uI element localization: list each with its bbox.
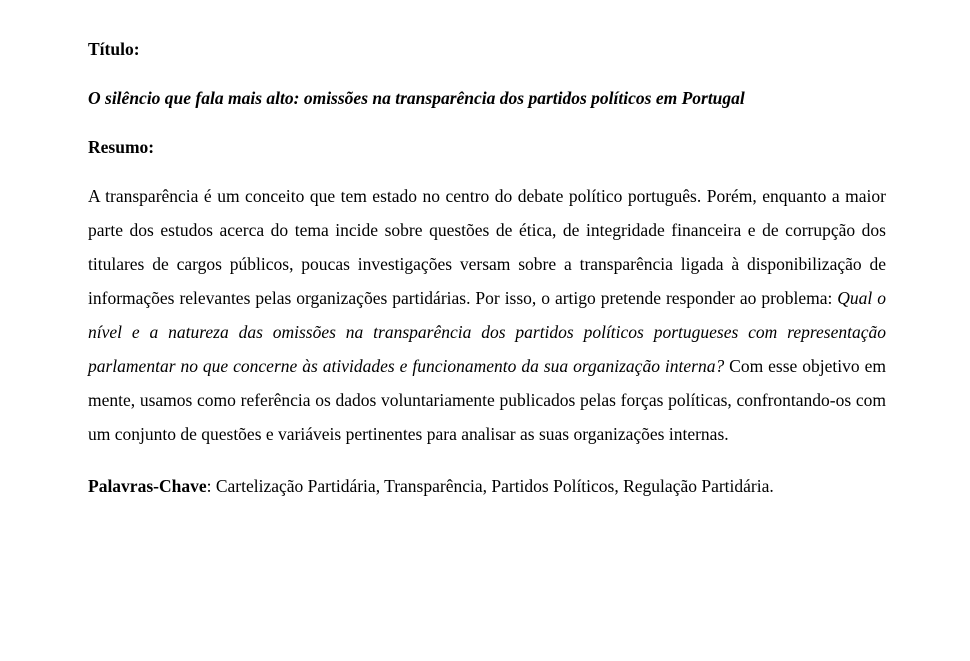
abstract-paragraph bbox=[88, 179, 886, 451]
keywords-line bbox=[88, 469, 886, 503]
document-title: O silêncio que fala mais alto: omissões na transparência dos partidos políticos em Portugal bbox=[88, 88, 745, 108]
keywords-list: : Cartelização Partidária, Transparência, Partidos Políticos, Regulação Partidária. bbox=[206, 476, 774, 496]
title-section-label: Título: bbox=[88, 39, 140, 59]
abstract-segment-normal-1: A transparência é um conceito que tem estado no centro do debate político português. Porém, enquanto a maior parte dos estudos acerca do tema incide sobre questões de ética, de integridade financeira e de corrupção dos titulares de cargos públicos, poucas investigações versam sobre a transparência ligada à disponibilização de informações relevantes pelas organizações partidárias. Por isso, o artigo pretende responder ao problema: bbox=[88, 186, 886, 308]
abstract-segment-normal-2: Com esse objetivo em mente, usamos como referência os dados voluntariamente publicados pelas forças políticas, confrontando-os com um conjunto de questões e variáveis pertinentes para analisar as suas organizações internas. bbox=[88, 356, 886, 444]
keywords-label: Palavras-Chave bbox=[88, 476, 207, 496]
abstract-segment-italic-question: Qual o nível e a natureza das omissões na transparência dos partidos políticos portugueses com representação parlamentar no que concerne às atividades e funcionamento da sua organização interna? bbox=[88, 288, 887, 376]
abstract-section-label: Resumo: bbox=[88, 137, 155, 157]
